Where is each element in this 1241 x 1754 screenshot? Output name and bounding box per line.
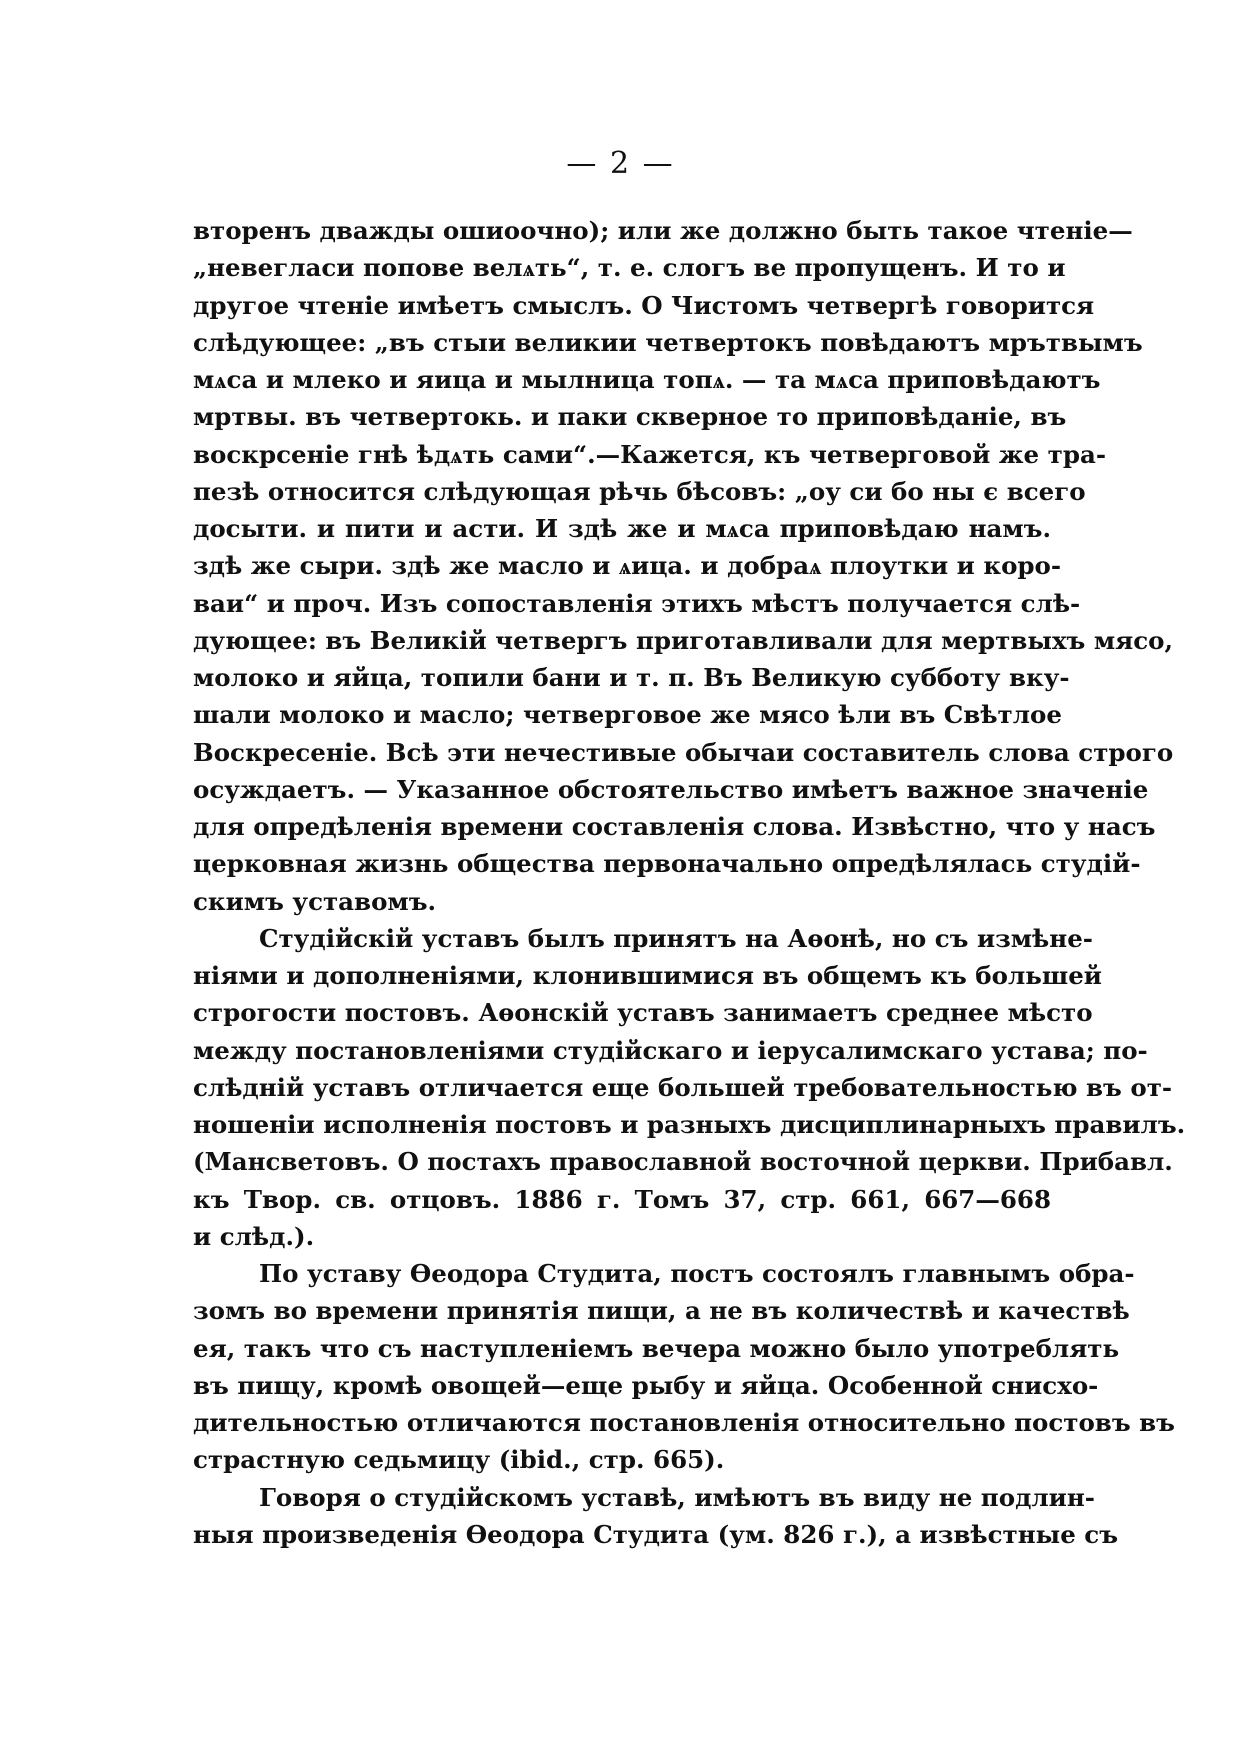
text-line: шали молоко и масло; четверговое же мясо ѣли въ Свѣтлое	[193, 700, 1062, 730]
text-line: молоко и яйца, топили бани и т. п. Въ Великую субботу вку-	[193, 663, 1070, 692]
text-line: и слѣд.).	[193, 1221, 315, 1251]
text-line: пезѣ относится слѣдующая рѣчь бѣсовъ: „оу си бо ны є всего	[193, 476, 1086, 506]
text-line: слѣдній уставъ отличается еще большей требовательностью въ от-	[193, 1072, 1173, 1102]
text-line: здѣ же сыри. здѣ же масло и ѧица. и добраѧ плоутки и коро-	[193, 551, 1062, 581]
text-line: ваи“ и проч. Изъ сопоставленія этихъ мѣстъ получается слѣ-	[193, 588, 1081, 618]
text-line: въ пищу, кромѣ овощей—еще рыбу и яйца. Особенной снисхо-	[193, 1370, 1099, 1400]
text-line: страстную седьмицу (ibid., стр. 665).	[193, 1445, 725, 1475]
text-line: слѣдующее: „въ стыи великии четвертокъ повѣдаютъ мрътвымъ	[193, 327, 1143, 357]
text-line: Воскресеніе. Всѣ эти нечестивые обычаи составитель слова строго	[193, 737, 1174, 767]
text-line: между постановленіями студійскаго и іерусалимскаго устава; по-	[193, 1035, 1148, 1065]
text-line: для опредѣленія времени составленія слова. Извѣстно, что у насъ	[193, 812, 1156, 841]
text-line: мртвы. въ четвертокь. и паки скверное то приповѣданіе, въ	[193, 402, 1067, 432]
text-line: вторенъ дважды ошиоочно); или же должно быть такое чтеніе—	[193, 216, 1133, 245]
text-line: зомъ во времени принятія пищи, а не въ количествѣ и качествѣ	[193, 1296, 1130, 1326]
body-text	[193, 212, 1186, 1553]
text-line: другое чтеніе имѣетъ смыслъ. О Чистомъ четвергѣ говорится	[193, 290, 1095, 320]
text-line: досыти. и пити и асти. И здѣ же и мѧса приповѣдаю намъ.	[193, 514, 1051, 543]
text-line: дительностью отличаются постановленія относительно постовъ въ	[193, 1408, 1175, 1437]
text-line: ніями и дополненіями, клонившимися въ общемъ къ большей	[193, 961, 1102, 990]
text-line: Говоря о студійскомъ уставѣ, имѣютъ въ виду не подлин-	[259, 1482, 1095, 1512]
text-line: Студійскій уставъ былъ принятъ на Аѳонѣ, но съ измѣне-	[259, 923, 1093, 953]
text-line: къ Твор. св. отцовъ. 1886 г. Томъ 37, стр. 661, 667—668	[193, 1184, 1051, 1214]
page-number: — 2 —	[566, 146, 675, 181]
text-line: (Мансветовъ. О постахъ православной восточной церкви. Прибавл.	[193, 1147, 1173, 1177]
text-line: воскрсеніе гнѣ ѣдѧть сами“.—Кажется, къ четверговой же тра-	[193, 439, 1107, 469]
text-line: По уставу Ѳеодора Студита, постъ состоялъ главнымъ обра-	[259, 1259, 1135, 1288]
text-line: „невегласи попове велѧть“, т. е. слогъ ве пропущенъ. И то и	[193, 253, 1066, 283]
text-line: скимъ уставомъ.	[193, 886, 437, 916]
text-line: строгости постовъ. Аѳонскій уставъ занимаетъ среднее мѣсто	[193, 998, 1093, 1028]
text-line: мѧса и млеко и яица и мылница топѧ. — та мѧса приповѣдаютъ	[193, 365, 1101, 394]
text-line: ея, такъ что съ наступленіемъ вечера можно было употреблять	[193, 1333, 1120, 1363]
text-line: осуждаетъ. — Указанное обстоятельство имѣетъ важное значеніе	[193, 774, 1149, 804]
text-line: ношеніи исполненія постовъ и разныхъ дисциплинарныхъ правилъ.	[193, 1110, 1186, 1139]
text-line: дующее: въ Великій четвергъ приготавливали для мертвыхъ мясо,	[193, 625, 1174, 655]
text-line: церковная жизнь общества первоначально опредѣлялась студій-	[193, 849, 1141, 879]
text-line: ныя произведенія Ѳеодора Студита (ум. 826 г.), а извѣстные съ	[193, 1519, 1119, 1549]
